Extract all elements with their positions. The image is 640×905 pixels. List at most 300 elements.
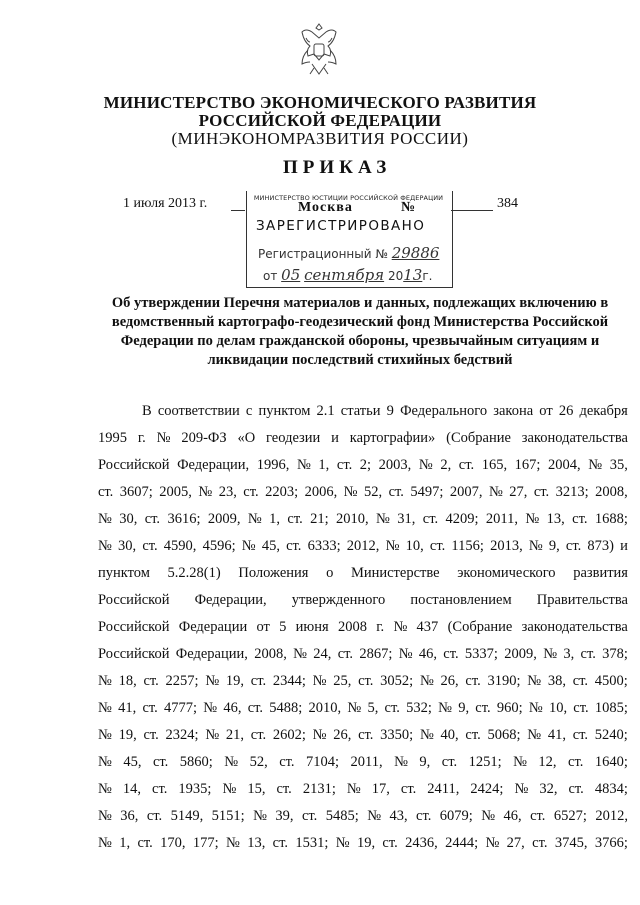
subject-line: Федерации по делам гражданской обороны, чрезвычайным ситуациям и [120,333,600,349]
body-word: г. [137,430,146,446]
body-word: ст. [287,511,303,527]
body-word: 960; [496,700,523,716]
body-word: 5 [279,619,287,635]
body-word: (Собрание [446,430,511,446]
body-word: № [418,457,433,473]
body-word: № [247,511,262,527]
body-word: 41, [547,727,566,743]
body-word: 3213; [555,484,589,500]
body-word: № [376,511,390,527]
body-word: ст. [286,538,302,554]
body-line [98,533,628,560]
body-word: 5488; [269,700,303,716]
ministry-name-line1: МИНИСТЕРСТВО ЭКОНОМИЧЕСКОГО РАЗВИТИЯ [103,93,537,112]
body-word: 38, [547,673,566,689]
body-word: № [588,457,603,473]
body-word: ст. [152,754,169,770]
body-word: ст. [98,484,114,500]
body-word: № [205,673,220,689]
body-word: 165, [481,457,508,473]
body-word: утвержденного [291,592,386,608]
body-word: ст. [272,835,288,851]
body-word: 2602; [272,727,306,743]
body-word: № [393,619,408,635]
body-word: 30, [118,538,137,554]
body-word: 2008, [254,646,287,662]
body-word: 1251; [468,754,502,770]
body-word: № [528,700,543,716]
body-word: ст. [422,511,439,527]
body-word: 1, [318,457,330,473]
body-word: 167; [514,457,541,473]
body-line [98,749,628,776]
body-word: 1935; [178,781,212,797]
order-title: ПРИКАЗ [283,157,392,178]
order-body [98,398,628,857]
body-word: № [224,754,239,770]
body-word: 5485; [325,808,359,824]
body-line [98,560,628,587]
body-word: 1531; [295,835,329,851]
body-word: 2008, [595,484,628,500]
body-word: № [98,538,112,554]
body-word: № [343,484,358,500]
body-word: ст. [458,457,475,473]
body-word: 2012, [346,538,380,554]
body-word: 2005, [159,484,192,500]
body-word: ст. [573,700,589,716]
body-word: 170, [160,835,186,851]
body-word: 6079; [439,808,473,824]
body-word: 2012, [595,808,628,824]
body-word: № [241,538,256,554]
body-word: картографии» [349,430,436,446]
body-word: 9, [419,754,431,770]
body-word: 2004, [548,457,581,473]
body-word: 15, [247,781,266,797]
body-word: 18, [118,673,137,689]
body-word: 46, [223,700,242,716]
body-word: № [485,835,500,851]
body-word: 2411, [427,781,460,797]
stamp-reg-number-row [258,244,439,262]
body-word: 2006, [304,484,338,500]
body-word: июня [295,619,329,635]
body-word: ст. [572,727,589,743]
body-word: ст. [465,727,481,743]
body-word: 2007, [449,484,483,500]
body-word: № [438,700,452,716]
body-word: № [419,673,434,689]
body-word: 45, [261,538,280,554]
body-word: 4209; [445,511,479,527]
body-word: № [98,511,112,527]
body-word: № [367,808,382,824]
stamp-year-hand: 13 [403,266,423,284]
body-word: ст. [580,646,596,662]
body-word: 9 [386,403,394,419]
body-word: 4834; [594,781,628,797]
body-line [98,776,628,803]
body-word: 2257; [165,673,199,689]
body-word: ст. [142,700,158,716]
body-word: № [488,484,503,500]
body-line [98,803,628,830]
body-word: декабря [579,403,628,419]
body-word: 19, [225,673,245,689]
body-word: Федерации, [194,592,267,608]
body-word: 4500; [594,673,628,689]
body-word: 532; [406,700,432,716]
body-line [98,614,628,641]
body-word: 35, [609,457,628,473]
body-word: № [527,727,542,743]
body-word: ст. [475,700,491,716]
body-word: 52, [249,754,268,770]
body-word: (Собрание [447,619,513,635]
body-word: ст. [152,781,168,797]
body-word: 5068; [487,727,521,743]
body-word: г. [376,619,385,635]
body-word: Министерстве [350,565,440,581]
body-word: 3607; [119,484,153,500]
body-word: 3350; [380,727,414,743]
body-word: развития [573,565,628,581]
body-word: 13, [247,835,266,851]
body-word: ст. [358,727,374,743]
body-line [98,587,628,614]
body-word: 26 [558,403,574,419]
order-number: 384 [497,196,518,211]
body-word: 9, [458,700,470,716]
body-word: 17, [371,781,390,797]
body-word: 7104; [305,754,340,770]
body-word: соответствии [157,403,240,419]
body-line [98,398,628,425]
body-word: 437 [416,619,439,635]
body-word: Российской [98,619,170,635]
body-line [98,479,628,506]
body-word: 1156; [451,538,484,554]
body-word: 40, [440,727,459,743]
body-word: 2010, [308,700,342,716]
body-word: ст. [146,808,163,824]
ministry-name-line2: РОССИЙСКОЙ ФЕДЕРАЦИИ [198,111,442,130]
body-word: № [394,754,408,770]
body-word: 378; [602,646,628,662]
body-word: и [331,430,339,446]
body-word: от [539,403,553,419]
body-word: ст. [279,754,295,770]
body-word: ст. [565,538,582,554]
body-word: Федерации, [177,457,250,473]
body-word: № [419,727,434,743]
stamp-date-row [263,266,432,284]
body-word: 5337; [464,646,498,662]
body-word: 19, [356,835,376,851]
body-word: 2011, [485,511,518,527]
body-word: 2203; [265,484,299,500]
body-word: № [225,835,240,851]
body-word: № [385,538,400,554]
body-word: № [156,430,171,446]
body-word: ст. [572,673,589,689]
body-word: № [203,700,218,716]
number-underline [451,210,493,211]
body-word: 32, [539,781,558,797]
body-word: 27, [509,484,528,500]
body-word: 4777; [163,700,198,716]
body-word: № [335,835,350,851]
body-line [98,506,628,533]
body-word: от [256,619,270,635]
stamp-registered-label: ЗАРЕГИСТРИРОВАНО [256,218,426,234]
body-word: 1688; [594,511,628,527]
body-word: 873) [587,538,614,554]
body-word: 25, [333,673,352,689]
body-line [98,722,628,749]
body-word: ст. [143,727,159,743]
body-word: 30, [119,511,138,527]
body-word: ст. [142,538,158,554]
subject-line: ведомственный картографо-геодезический фонд Министерства Российской [111,314,609,330]
stamp-reg-number: 29886 [391,244,440,262]
body-word: 2009, [207,511,241,527]
body-word: 3052; [380,673,414,689]
body-word: ст. [358,673,374,689]
stamp-from-label: от [263,269,278,283]
body-word: ст. [572,511,588,527]
body-word: Федерации, [175,646,248,662]
body-word: 46, [418,646,437,662]
body-line [98,695,628,722]
body-word: 19, [118,727,137,743]
body-word: 3745, [554,835,588,851]
body-word: 6527; [553,808,587,824]
body-word: 2444; [445,835,479,851]
body-word: 3190; [487,673,521,689]
body-word: 6333; [307,538,341,554]
body-word: 52, [363,484,383,500]
body-word: ст. [530,808,546,824]
body-word: 5151; [211,808,245,824]
body-word: № [222,781,237,797]
order-subject [92,294,628,370]
body-word: № [528,538,543,554]
body-word: ст. [276,781,292,797]
body-word: 2; [359,457,372,473]
body-word: 41, [118,700,137,716]
coat-of-arms-emblem [294,20,344,78]
body-line [98,425,628,452]
body-word: 23, [218,484,237,500]
ministry-name-abbr: (МИНЭКОНОМРАЗВИТИЯ РОССИИ) [171,129,469,148]
body-word: № [525,511,540,527]
body-word: Федерального [400,403,488,419]
body-word: № [293,646,307,662]
body-word: 2010, [336,511,369,527]
body-word: Российской [98,592,170,608]
body-word: 5860; [179,754,213,770]
body-word: № [98,727,112,743]
body-word: 209-ФЗ [181,430,227,446]
body-word: № [98,700,112,716]
body-word: 24, [313,646,332,662]
body-word: 21, [225,727,245,743]
body-word: ст. [336,457,353,473]
body-word: 2324; [165,727,199,743]
body-word: геодезии [266,430,321,446]
body-word: 2.1 [316,403,335,419]
body-word: пунктом [98,565,150,581]
body-word: № [98,835,112,851]
body-word: 2344; [272,673,306,689]
body-word: 5497; [410,484,444,500]
body-word: 2436, [405,835,438,851]
body-word: ст. [243,484,259,500]
body-word: Федерации [178,619,248,635]
body-word: 177; [192,835,219,851]
body-word: ст. [443,646,459,662]
body-word: ст. [384,700,400,716]
body-word: 1640; [594,754,628,770]
body-word: Положения [238,565,309,581]
body-word: № [253,808,267,824]
body-word: 21; [310,511,329,527]
body-word: ст. [388,484,404,500]
body-word: 4596; [202,538,236,554]
body-word: ст. [382,835,398,851]
body-word: с [245,403,253,419]
body-word: № [98,781,112,797]
stamp-year-prefix: 20 [387,269,404,283]
body-word: ст. [400,781,417,797]
body-word: № [98,808,112,824]
body-word: № [543,646,558,662]
body-word: законодательства [521,430,628,446]
body-word: 2008 [337,619,367,635]
stamp-reg-label: Регистрационный № [258,247,388,261]
body-word: 5, [367,700,379,716]
body-word: 2867; [359,646,393,662]
body-word: ст. [416,808,432,824]
body-word: 3766; [594,835,628,851]
body-word: Российской [98,457,170,473]
stamp-year-suffix: г. [422,269,433,283]
body-word: постановлением [410,592,512,608]
body-word: 2013, [490,538,523,554]
body-word: 14, [122,781,141,797]
body-word: 26, [333,727,352,743]
body-word: № [398,646,413,662]
body-word: В [142,403,152,419]
body-line [98,668,628,695]
body-word: № [347,700,362,716]
body-word: 39, [275,808,294,824]
body-word: ст. [429,538,446,554]
stamp-day: 05 [281,266,301,284]
body-word: и [620,538,628,554]
body-word: 45, [123,754,142,770]
body-word: 1, [119,835,131,851]
body-word: ст. [143,673,159,689]
order-date: 1 июля 2013 г. [123,196,208,211]
stamp-header: МИНИСТЕРСТВО ЮСТИЦИИ РОССИЙСКОЙ ФЕДЕРАЦИИ [253,194,444,202]
body-word: 1, [269,511,280,527]
body-word: 9, [548,538,560,554]
body-word: № [98,754,112,770]
body-word: ст. [137,835,153,851]
body-word: Правительства [536,592,628,608]
subject-line: ликвидации последствий стихийных бедствий [207,352,513,368]
body-word: 2131; [302,781,336,797]
body-word: 10, [405,538,424,554]
body-word: 31, [397,511,416,527]
stamp-month: сентября [304,266,385,284]
body-word: 27, [506,835,525,851]
body-word: № [527,673,542,689]
body-word: 13, [546,511,565,527]
body-word: 12, [538,754,557,770]
body-word: «О [237,430,256,446]
body-word: № [346,781,361,797]
body-word: 36, [120,808,139,824]
body-word: закона [493,403,534,419]
order-number-sign: № [401,200,416,215]
body-word: 2009, [504,646,537,662]
body-word: 5.2.28(1) [167,565,221,581]
body-word: 26, [440,673,459,689]
body-word: ст. [465,673,481,689]
body-word: 1996, [256,457,290,473]
body-word: экономического [457,565,556,581]
body-word: ст. [533,484,550,500]
body-word: статьи [340,403,381,419]
body-word: № [296,457,311,473]
body-word: ст. [568,754,584,770]
body-word: 1085; [594,700,628,716]
body-word: ст. [441,754,458,770]
body-word: ст. [532,835,548,851]
body-word: ст. [144,511,161,527]
body-word: № [312,727,327,743]
body-word: 3616; [167,511,201,527]
body-word: № [98,673,112,689]
body-word: ст. [247,700,263,716]
body-word: 4590, [163,538,197,554]
body-word: № [312,673,327,689]
body-word: ст. [250,727,267,743]
body-word: 43, [389,808,408,824]
body-word: 2424; [470,781,504,797]
body-word: № [198,484,213,500]
body-word: 5240; [594,727,628,743]
subject-line: Об утверждении Перечня материалов и данных, подлежащих включению в [111,295,609,311]
body-word: № [513,754,527,770]
body-word: 46, [503,808,522,824]
body-word: ст. [337,646,354,662]
body-word: 10, [548,700,568,716]
body-word: ст. [250,673,267,689]
order-city: Москва [298,200,353,215]
body-word: пунктом [258,403,311,419]
body-word: Российской [98,646,170,662]
body-word: № [481,808,496,824]
body-word: о [326,565,334,581]
body-word: ст. [301,808,318,824]
body-word: ст. [568,781,584,797]
body-word: № [514,781,529,797]
